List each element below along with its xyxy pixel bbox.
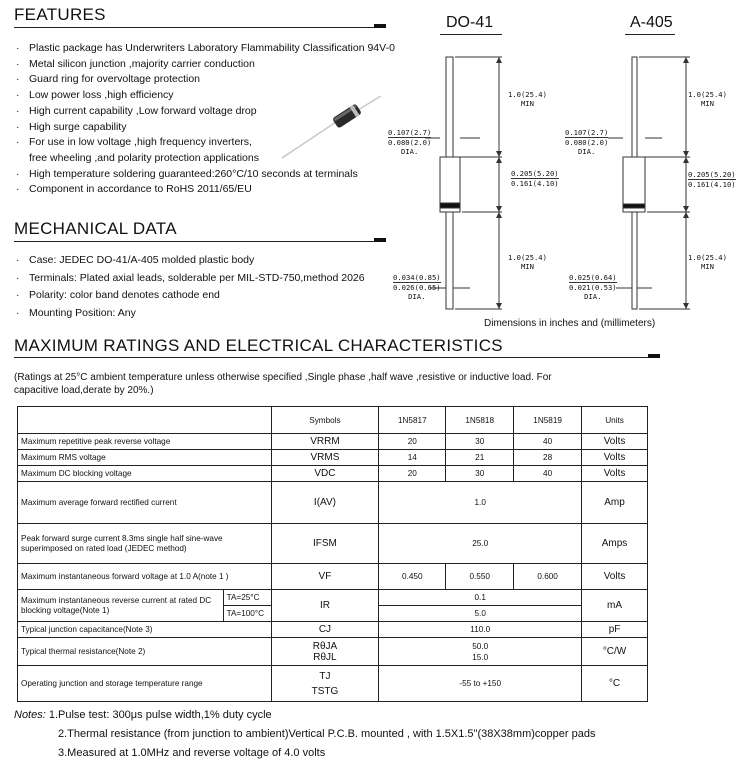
param-cell: Maximum instantaneous reverse current at rated DC blocking voltage(Note 1)	[18, 590, 224, 622]
unit-cell: Volts	[582, 450, 648, 466]
unit-cell: Volts	[582, 466, 648, 482]
a405-lead-bottom-dim: 1.0(25.4) MIN	[688, 253, 727, 271]
symbol-cell: I(AV)	[271, 482, 379, 524]
value-cell: 21	[446, 450, 514, 466]
table-row	[18, 638, 648, 666]
table-row	[18, 482, 648, 524]
value-cell: 5.0	[379, 606, 582, 622]
param-cell: Typical thermal resistance(Note 2)	[18, 638, 272, 666]
a405-lead-top-dim: 1.0(25.4) MIN	[688, 90, 727, 108]
do41-lead-bottom-dim: 1.0(25.4) MIN	[508, 253, 547, 271]
param-cell: Peak forward surge current 8.3ms single half sine-wave superimposed on rated load (JEDEC method)	[18, 524, 272, 564]
value-cell: 0.600	[514, 564, 582, 590]
value-cell: 30	[446, 434, 514, 450]
table-row	[18, 622, 648, 638]
a405-wire-dia-dim: 0.025(0.64) 0.021(0.53) DIA.	[569, 273, 617, 301]
note-3: 3.Measured at 1.0MHz and reverse voltage of 4.0 volts	[58, 747, 326, 759]
features-rule	[14, 27, 386, 28]
value-cell: 20	[379, 434, 446, 450]
mechanical-heading: MECHANICAL DATA	[14, 219, 177, 238]
value-cell: 40	[514, 466, 582, 482]
value-cell: -55 to +150	[379, 666, 582, 702]
value-cell: 110.0	[379, 622, 582, 638]
table-row	[18, 564, 648, 590]
ratings-rule	[14, 357, 660, 358]
unit-cell: mA	[582, 590, 648, 622]
table-row	[18, 590, 648, 606]
mechanical-rule	[14, 241, 386, 242]
features-item: · Low power loss ,high efficiency	[16, 89, 174, 102]
symbol-cell: VRMS	[271, 450, 379, 466]
note-2: 2.Thermal resistance (from junction to ambient)Vertical P.C.B. mounted , with 1.5X1.5"(38X38mm)copper pads	[58, 728, 596, 740]
symbol-cell: IR	[271, 590, 379, 622]
symbol-cell: CJ	[271, 622, 379, 638]
features-item: · Component in accordance to RoHS 2011/65/EU	[16, 183, 252, 196]
header-1n5818: 1N5818	[446, 407, 514, 434]
table-row	[18, 434, 648, 450]
table-row	[18, 466, 648, 482]
value-cell: 1.0	[379, 482, 582, 524]
value-cell: 14	[379, 450, 446, 466]
symbol-cell: RθJA RθJL	[271, 638, 379, 666]
symbol-cell: VF	[271, 564, 379, 590]
symbol-cell: TJ TSTG	[271, 666, 379, 702]
param-cell: Typical junction capacitance(Note 3)	[18, 622, 272, 638]
unit-cell: °C/W	[582, 638, 648, 666]
symbol-cell: VRRM	[271, 434, 379, 450]
table-header-row	[18, 407, 648, 434]
symbol-cell: IFSM	[271, 524, 379, 564]
header-1n5819: 1N5819	[514, 407, 582, 434]
do41-lead-top-dim: 1.0(25.4) MIN	[508, 90, 547, 108]
value-cell: 25.0	[379, 524, 582, 564]
notes-block	[14, 706, 595, 763]
a405-lead-dia-dim: 0.107(2.7) 0.080(2.0) DIA.	[565, 128, 609, 156]
param-cell: Maximum average forward rectified current	[18, 482, 272, 524]
ratings-heading: MAXIMUM RATINGS AND ELECTRICAL CHARACTERISTICS	[14, 336, 503, 355]
header-symbols: Symbols	[271, 407, 379, 434]
value-cell: 0.450	[379, 564, 446, 590]
features-item: · High temperature soldering guaranteed:260°C/10 seconds at terminals	[16, 167, 358, 180]
mechanical-item: · Mounting Position: Any	[16, 306, 136, 319]
value-cell: 30	[446, 466, 514, 482]
table-row	[18, 524, 648, 564]
condition-cell: TA=100°C	[223, 606, 271, 622]
notes-label: Notes:	[14, 709, 46, 721]
features-item: · Guard ring for overvoltage protection	[16, 73, 201, 86]
symbol-cell: VDC	[271, 466, 379, 482]
mechanical-item: · Case: JEDEC DO-41/A-405 molded plastic body	[16, 254, 255, 266]
features-item: · High current capability ,Low forward voltage drop	[16, 104, 257, 117]
features-heading: FEATURES	[14, 5, 106, 24]
header-units: Units	[582, 407, 648, 434]
param-cell: Maximum instantaneous forward voltage at 1.0 A(note 1 )	[18, 564, 272, 590]
features-item: · Metal silicon junction ,majority carrier conduction	[16, 57, 255, 70]
features-item: · For use in low voltage ,high frequency inverters,	[16, 136, 252, 149]
unit-cell: °C	[582, 666, 648, 702]
do41-body-dim: 0.205(5.20) 0.161(4.10)	[511, 169, 559, 188]
do41-wire-dia-dim: 0.034(0.85) 0.026(0.65) DIA.	[393, 273, 441, 301]
param-cell: Operating junction and storage temperature range	[18, 666, 272, 702]
note-1: 1.Pulse test: 300μs pulse width,1% duty cycle	[48, 709, 272, 721]
unit-cell: Volts	[582, 564, 648, 590]
features-item: · High surge capability	[16, 120, 127, 133]
value-cell: 0.550	[446, 564, 514, 590]
value-cell: 50.0 15.0	[379, 638, 582, 666]
a405-title: A-405	[630, 14, 673, 31]
diode-illustration	[278, 92, 383, 162]
param-cell: Maximum DC blocking voltage	[18, 466, 272, 482]
condition-cell: TA=25°C	[223, 590, 271, 606]
unit-cell: Amps	[582, 524, 648, 564]
features-item: · Plastic package has Underwriters Laboratory Flammability Classification 94V-0	[16, 42, 395, 54]
unit-cell: Amp	[582, 482, 648, 524]
ratings-conditions: (Ratings at 25°C ambient temperature unless otherwise specified ,Single phase ,half wave ,resistive or inductive load. For capacitive load,derate by 20%.)	[14, 372, 552, 396]
unit-cell: pF	[582, 622, 648, 638]
param-cell: Maximum RMS voltage	[18, 450, 272, 466]
electrical-characteristics-table	[17, 406, 648, 702]
value-cell: 28	[514, 450, 582, 466]
unit-cell: Volts	[582, 434, 648, 450]
do41-title: DO-41	[446, 14, 494, 31]
features-rule-tab	[374, 24, 386, 28]
features-item: free wheeling ,and polarity protection applications	[29, 151, 259, 164]
a405-body-dim: 0.205(5.20) 0.161(4.10)	[688, 170, 736, 189]
mechanical-item: · Polarity: color band denotes cathode end	[16, 289, 220, 301]
mechanical-list	[16, 252, 365, 322]
a405-title-rule	[625, 34, 675, 35]
value-cell: 0.1	[379, 590, 582, 606]
param-cell: Maximum repetitive peak reverse voltage	[18, 434, 272, 450]
value-cell: 20	[379, 466, 446, 482]
table-row	[18, 450, 648, 466]
mechanical-item: · Terminals: Plated axial leads, solderable per MIL-STD-750,method 2026	[16, 271, 365, 284]
header-blank	[18, 407, 272, 434]
dimensions-caption: Dimensions in inches and (millimeters)	[484, 318, 656, 329]
header-1n5817: 1N5817	[379, 407, 446, 434]
table-row	[18, 666, 648, 702]
value-cell: 40	[514, 434, 582, 450]
do41-title-rule	[440, 34, 502, 35]
ratings-rule-tab	[648, 354, 660, 358]
do41-lead-dia-dim: 0.107(2.7) 0.080(2.0) DIA.	[388, 128, 432, 156]
